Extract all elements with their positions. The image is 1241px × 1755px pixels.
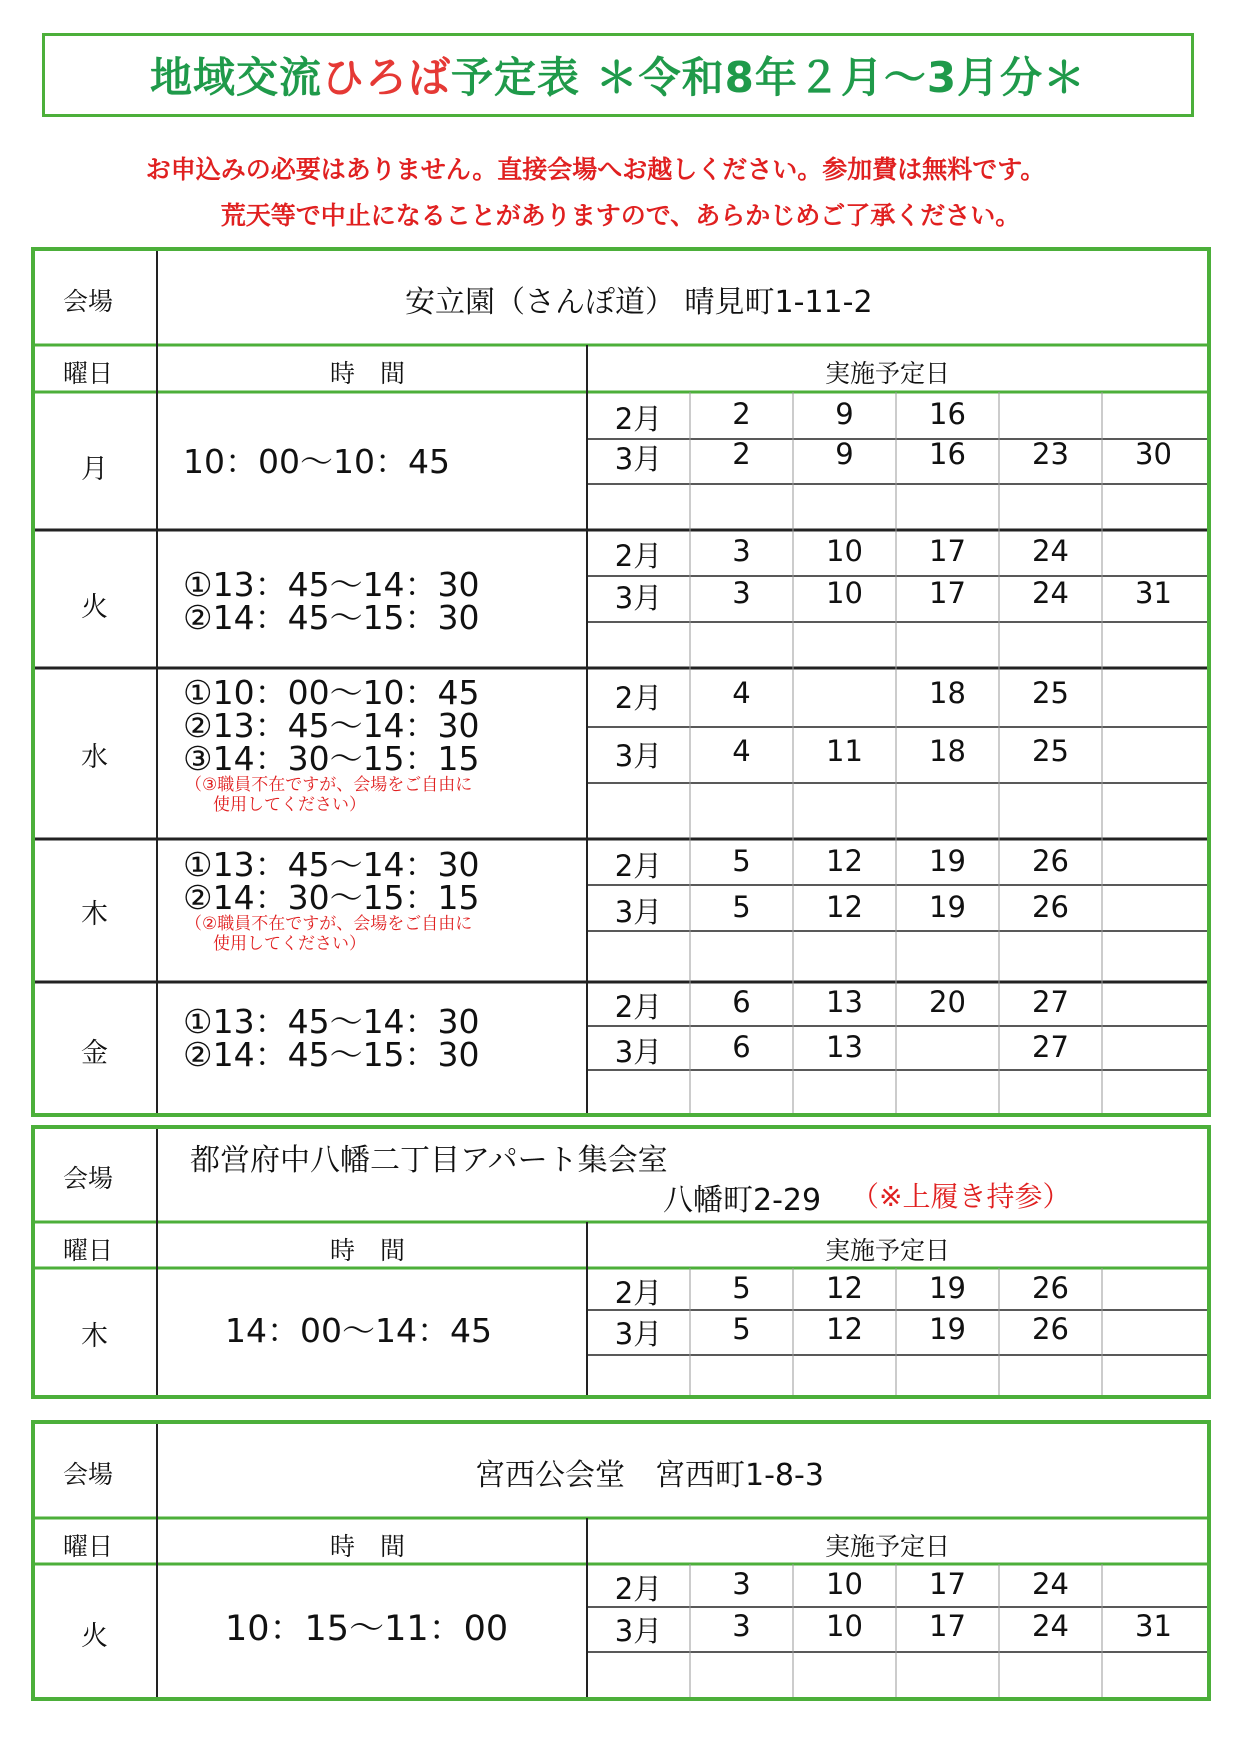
staff-absent-note: （③職員不在ですが、会場をご自由に bbox=[185, 775, 473, 795]
dates-header: 実施予定日 bbox=[825, 359, 951, 388]
date-cell: 30 bbox=[1135, 437, 1172, 471]
time-slot: ③14：30～15：15 bbox=[183, 739, 480, 778]
date-cell: 12 bbox=[826, 1312, 863, 1346]
weekday-header: 曜日 bbox=[63, 1532, 114, 1561]
date-cell: 17 bbox=[929, 534, 966, 568]
month-label: 2月 bbox=[614, 402, 663, 436]
venue-1-table bbox=[31, 247, 1211, 1117]
date-cell: 13 bbox=[826, 1030, 863, 1064]
date-cell: 2 bbox=[732, 397, 751, 431]
venue-label: 会場 bbox=[63, 1460, 114, 1489]
date-cell: 11 bbox=[826, 734, 863, 768]
month-label: 2月 bbox=[614, 1572, 663, 1606]
date-cell: 26 bbox=[1032, 844, 1069, 878]
weekday-mon: 月 bbox=[81, 454, 108, 485]
date-cell: 10 bbox=[826, 1567, 863, 1601]
date-cell: 26 bbox=[1032, 890, 1069, 924]
month-label: 3月 bbox=[614, 895, 663, 929]
month-label: 3月 bbox=[614, 581, 663, 615]
month-label: 3月 bbox=[614, 442, 663, 476]
date-cell: 24 bbox=[1032, 1609, 1069, 1643]
date-cell: 9 bbox=[835, 397, 854, 431]
date-cell: 18 bbox=[929, 734, 966, 768]
month-label: 2月 bbox=[614, 849, 663, 883]
time-slot: 14：00～14：45 bbox=[225, 1311, 492, 1350]
venue-2-table bbox=[31, 1125, 1211, 1399]
date-cell: 6 bbox=[732, 985, 751, 1019]
weekday-thu: 木 bbox=[81, 1321, 108, 1352]
time-slot: ②14：45～15：30 bbox=[183, 598, 480, 637]
date-cell: 20 bbox=[929, 985, 966, 1019]
date-cell: 25 bbox=[1032, 734, 1069, 768]
venue-3-table bbox=[31, 1420, 1211, 1701]
weekday-tue: 火 bbox=[81, 592, 108, 623]
month-label: 3月 bbox=[614, 739, 663, 773]
venue-2-note: （※上履き持参） bbox=[851, 1180, 1071, 1213]
date-cell: 5 bbox=[732, 1312, 751, 1346]
date-cell: 24 bbox=[1032, 1567, 1069, 1601]
date-cell: 6 bbox=[732, 1030, 751, 1064]
notice-line2: 荒天等で中止になることがありますので、あらかじめご了承ください。 bbox=[220, 201, 1021, 230]
date-cell: 5 bbox=[732, 1271, 751, 1305]
venue-2-address: 八幡町2-29 bbox=[663, 1183, 822, 1218]
date-cell: 19 bbox=[929, 1312, 966, 1346]
time-slot: ②14：30～15：15 bbox=[183, 878, 480, 917]
date-cell: 27 bbox=[1032, 985, 1069, 1019]
weekday-header: 曜日 bbox=[63, 359, 114, 388]
date-cell: 10 bbox=[826, 534, 863, 568]
date-cell: 19 bbox=[929, 1271, 966, 1305]
time-header: 時 間 bbox=[330, 1236, 406, 1265]
date-cell: 25 bbox=[1032, 676, 1069, 710]
date-cell: 24 bbox=[1032, 534, 1069, 568]
weekday-header: 曜日 bbox=[63, 1236, 114, 1265]
time-slot: 10：00～10：45 bbox=[183, 442, 450, 481]
date-cell: 24 bbox=[1032, 576, 1069, 610]
date-cell: 4 bbox=[732, 676, 751, 710]
title-box bbox=[42, 33, 1194, 117]
date-cell: 13 bbox=[826, 985, 863, 1019]
date-cell: 3 bbox=[732, 1567, 751, 1601]
venue-label: 会場 bbox=[63, 287, 114, 316]
date-cell: 5 bbox=[732, 890, 751, 924]
date-cell: 18 bbox=[929, 676, 966, 710]
time-header: 時 間 bbox=[330, 1532, 406, 1561]
date-cell: 16 bbox=[929, 437, 966, 471]
date-cell: 2 bbox=[732, 437, 751, 471]
weekday-fri: 金 bbox=[81, 1038, 108, 1069]
date-cell: 17 bbox=[929, 1567, 966, 1601]
month-label: 2月 bbox=[614, 539, 663, 573]
time-slot: ②13：45～14：30 bbox=[183, 706, 480, 745]
date-cell: 3 bbox=[732, 576, 751, 610]
date-cell: 12 bbox=[826, 844, 863, 878]
date-cell: 19 bbox=[929, 844, 966, 878]
title-part1: 地域交流 bbox=[149, 53, 322, 102]
weekday-wed: 水 bbox=[81, 742, 108, 773]
month-label: 3月 bbox=[614, 1317, 663, 1351]
date-cell: 4 bbox=[732, 734, 751, 768]
weekday-tue: 火 bbox=[81, 1621, 108, 1652]
weekday-thu: 木 bbox=[81, 899, 108, 930]
time-slot: ①10：00～10：45 bbox=[183, 673, 480, 712]
time-slot: ②14：45～15：30 bbox=[183, 1035, 480, 1074]
date-cell: 10 bbox=[826, 576, 863, 610]
page-title bbox=[150, 45, 1086, 105]
date-cell: 26 bbox=[1032, 1271, 1069, 1305]
date-cell: 10 bbox=[826, 1609, 863, 1643]
date-cell: 31 bbox=[1135, 1609, 1172, 1643]
month-label: 2月 bbox=[614, 681, 663, 715]
date-cell: 5 bbox=[732, 844, 751, 878]
date-cell: 17 bbox=[929, 1609, 966, 1643]
month-label: 3月 bbox=[614, 1614, 663, 1648]
venue-3-name: 宮西公会堂 宮西町1-8-3 bbox=[475, 1458, 824, 1493]
title-part2: ひろば bbox=[321, 53, 451, 102]
staff-absent-note: 使用してください） bbox=[213, 795, 366, 815]
date-cell: 12 bbox=[826, 890, 863, 924]
date-cell: 26 bbox=[1032, 1312, 1069, 1346]
notice-line1: お申込みの必要はありません。直接会場へお越しください。参加費は無料です。 bbox=[145, 155, 1046, 184]
time-header: 時 間 bbox=[330, 359, 406, 388]
date-cell: 19 bbox=[929, 890, 966, 924]
date-cell: 27 bbox=[1032, 1030, 1069, 1064]
date-cell: 16 bbox=[929, 397, 966, 431]
time-slot: ①13：45～14：30 bbox=[183, 845, 480, 884]
venue-2-name: 都営府中八幡二丁目アパート集会室 bbox=[190, 1143, 668, 1178]
staff-absent-note: （②職員不在ですが、会場をご自由に bbox=[185, 914, 473, 934]
date-cell: 3 bbox=[732, 1609, 751, 1643]
time-slot: ①13：45～14：30 bbox=[183, 1002, 480, 1041]
date-cell: 23 bbox=[1032, 437, 1069, 471]
title-part3: 予定表 ＊令和8年２月～3月分＊ bbox=[450, 53, 1087, 102]
date-cell: 9 bbox=[835, 437, 854, 471]
dates-header: 実施予定日 bbox=[825, 1532, 951, 1561]
date-cell: 12 bbox=[826, 1271, 863, 1305]
date-cell: 17 bbox=[929, 576, 966, 610]
time-slot: ①13：45～14：30 bbox=[183, 565, 480, 604]
date-cell: 31 bbox=[1135, 576, 1172, 610]
venue-label: 会場 bbox=[63, 1164, 114, 1193]
staff-absent-note: 使用してください） bbox=[213, 934, 366, 954]
time-slot: 10：15～11：00 bbox=[225, 1609, 509, 1649]
month-label: 2月 bbox=[614, 1276, 663, 1310]
venue-1-name: 安立園（さんぽ道） 晴見町1-11-2 bbox=[405, 285, 873, 320]
dates-header: 実施予定日 bbox=[825, 1236, 951, 1265]
date-cell: 3 bbox=[732, 534, 751, 568]
month-label: 2月 bbox=[614, 990, 663, 1024]
month-label: 3月 bbox=[614, 1035, 663, 1069]
